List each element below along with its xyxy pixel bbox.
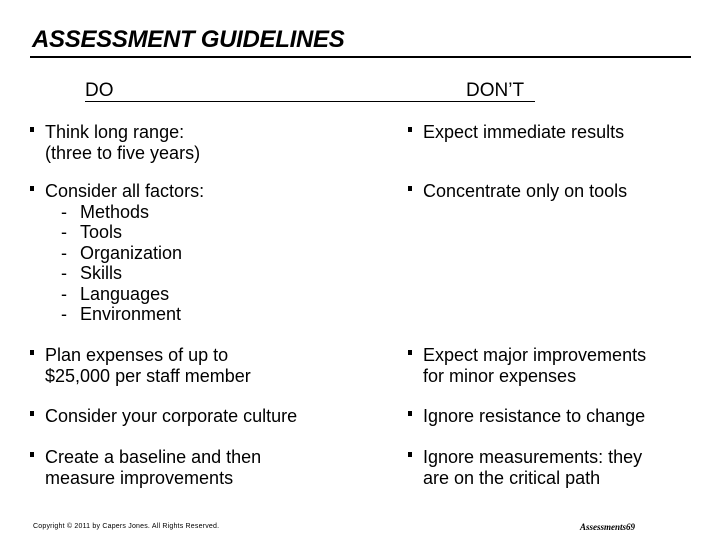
dont-item-line: for minor expenses [423,365,577,386]
do-item-line: Create a baseline and then [45,447,262,467]
do-item-line: $25,000 per staff member [45,365,251,386]
dont-item-line: Ignore resistance to change [423,406,646,426]
do-item-line: (three to five years) [45,142,201,163]
do-item-line: Think long range: [45,122,185,142]
do-item-line: Consider all factors: [45,181,205,201]
do-item-line: Plan expenses of up to [45,345,229,365]
factor-item: - Environment [61,304,182,324]
copyright-notice: Copyright © 2011 by Capers Jones. All Rights Reserved. [33,523,220,530]
bullet-icon [30,186,34,191]
dont-item-line: Expect immediate results [423,122,625,142]
factor-item: - Tools [61,222,123,242]
title-underline [30,56,691,58]
bullet-icon [408,411,412,416]
bullet-icon [408,127,412,132]
column-header-underline [85,101,535,102]
dont-column-header: DON’T [466,80,525,101]
factor-item: - Organization [61,242,183,263]
bullet-icon [408,186,412,191]
bullet-icon [408,350,412,355]
dont-item-line: Concentrate only on tools [423,181,628,201]
slide-label: Assessments69 [580,522,636,532]
bullet-icon [30,411,34,416]
do-item-line: measure improvements [45,467,234,488]
bullet-icon [30,127,34,132]
dont-item-line: Expect major improvements [423,345,647,365]
bullet-icon [30,452,34,457]
bullet-icon [30,350,34,355]
do-column-header: DO [85,80,114,101]
dont-item-line: Ignore measurements: they [423,447,643,467]
factor-list [45,202,204,325]
dont-item-line: are on the critical path [423,467,601,488]
factor-item: - Skills [61,263,123,283]
bullet-icon [408,452,412,457]
slide-title: ASSESSMENT GUIDELINES [32,26,345,53]
factor-item: - Methods [61,201,150,222]
factor-item: - Languages [61,283,170,304]
do-item-line: Consider your corporate culture [45,406,298,426]
